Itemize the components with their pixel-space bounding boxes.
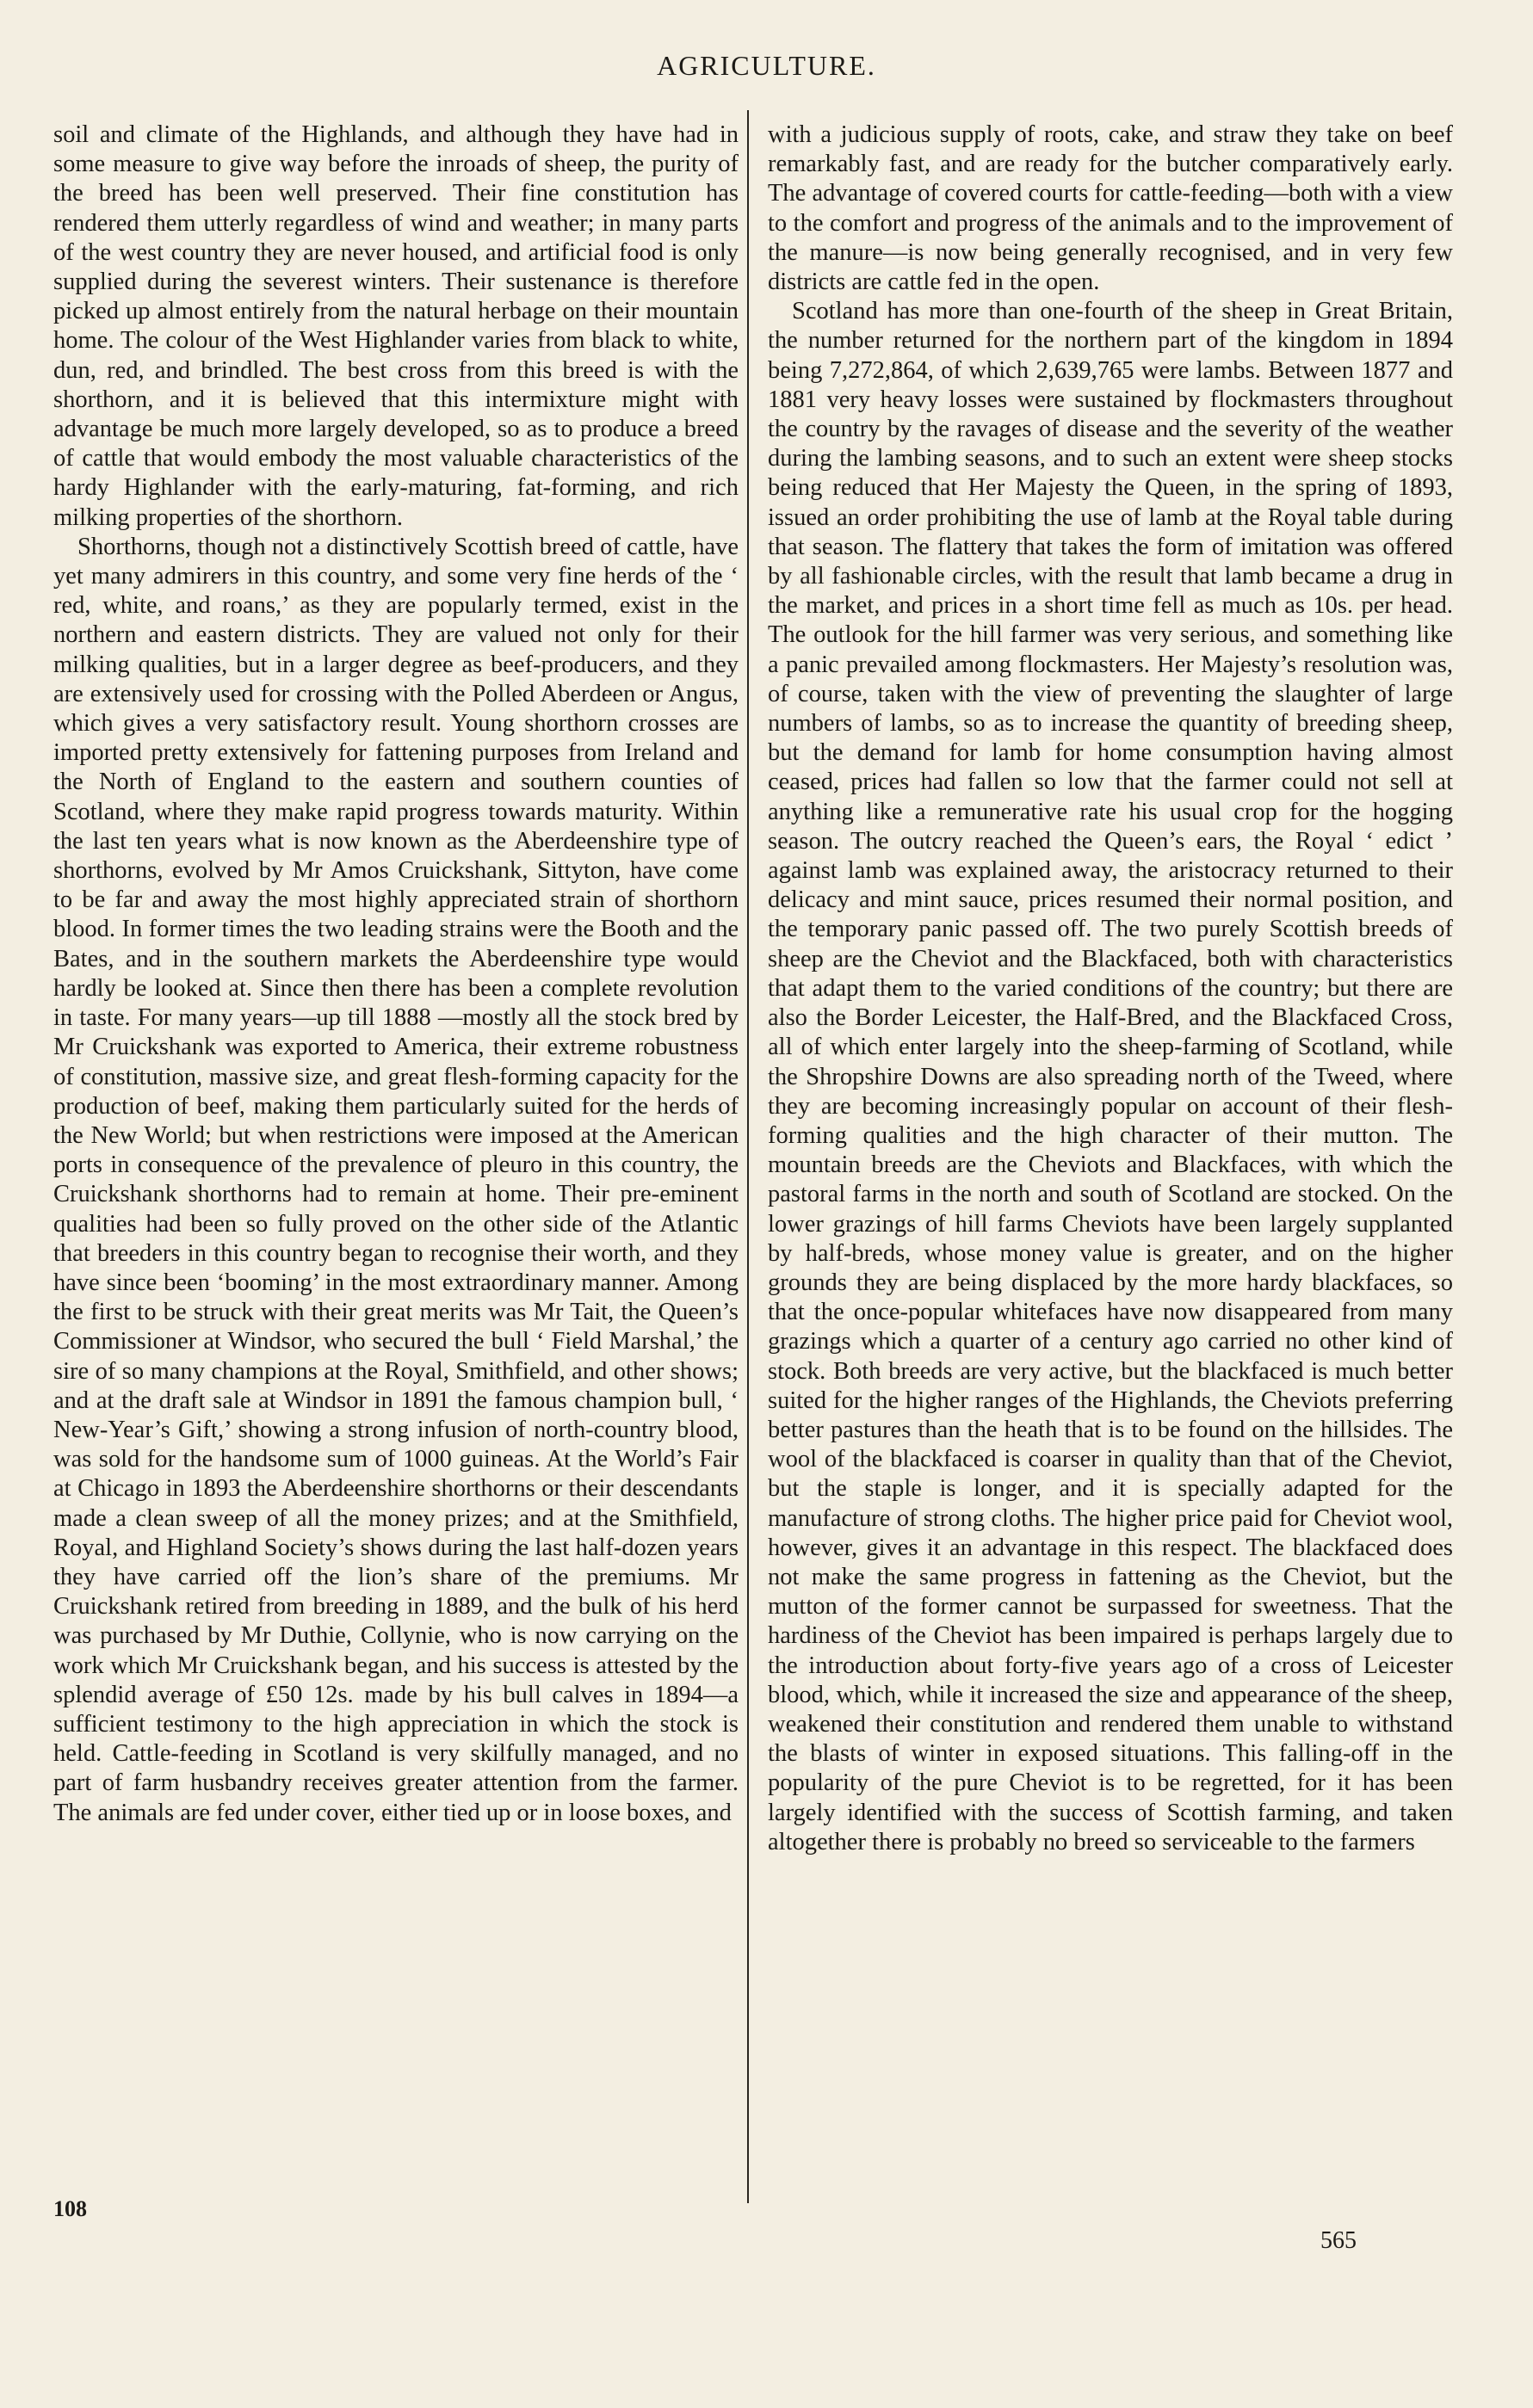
paragraph: soil and climate of the Highlands, and although they have had in some measure to give way before the inroads of sheep, the purity of the breed has been well preserved. Their fine constitution has rendered them utterly regardless of wind and weather; in many parts of the west country they are never housed, and artificial food is only supplied during the severest winters. Their sustenance is therefore picked up almost entirely from the natural herbage on their mountain home. The colour of the West Highlander varies from black to white, dun, red, and brindled. The best cross from this breed is with the shorthorn, and it is believed that this intermixture might with advantage be much more largely developed, so as to produce a breed of cattle that would embody the most valuable characteristics of the hardy Highlander with the early-maturing, fat-forming, and rich milking properties of the shorthorn.	[53, 121, 739, 531]
page-number-left: 108	[53, 2196, 87, 2221]
paragraph: Scotland has more than one-fourth of the sheep in Great Britain, the number returned for the northern part of the kingdom in 1894 being 7,272,864, of which 2,639,765 were lambs. Between 1877 and 1881 very heavy losses were sustained by flockmasters throughout the country by the ravages of disease and the severity of the weather during the lambing seasons, and to such an extent were sheep stocks being reduced that Her Majesty the Queen, in the spring of 1893, issued an order prohibiting the use of lamb at the Royal table during that season. The flattery that takes the form of imitation was offered by all fashionable circles, with the result that lamb became a drug in the market, and prices in a short time fell as much as 10s. per head. The outlook for the hill farmer was very serious, and something like a panic prevailed among flockmasters. Her Majesty’s resolution was, of course, taken with the view of preventing the slaughter of large numbers of lambs, so as to increase the quantity of breeding sheep, but the demand for lamb for home consumption having almost ceased, prices had fallen so low that the farmer could not sell at anything like a remunerative rate his usual crop for the hogging season. The outcry reached the Queen’s ears, the Royal ‘ edict ’ against lamb was explained away, the aristocracy returned to their delicacy and mint sauce, prices resumed their normal position, and the temporary panic passed off. The two purely Scottish breeds of sheep are the Cheviot and the Blackfaced, both with characteristics that adapt them to the varied conditions of the country; but there are also the Border Leicester, the Half-Bred, and the Blackfaced Cross, all of which enter largely into the sheep-farming of Scotland, while the Shropshire Downs are also spreading north of the Tweed, where they are becoming increasingly popular on account of their flesh-forming qualities and the high character of their mutton. The mountain breeds are the Cheviots and Blackfaces, with which the pastoral farms in the north and south of Scotland are stocked. On the lower grazings of hill farms Cheviots have been largely supplanted by half-breds, whose money value is greater, and on the higher grounds they are being displaced by the more hardy blackfaces, so that the once-popular whitefaces have now disappeared from many grazings which a quarter of a century ago carried no other kind of stock. Both breeds are very active, but the blackfaced is much better suited for the higher ranges of the Highlands, the Cheviots preferring better pastures than the heath that is to be found on the hillsides. The wool of the blackfaced is coarser in quality than that of the Cheviot, but the staple is longer, and it is specially adapted for the manufacture of strong cloths. The higher price paid for Cheviot wool, however, gives it an advantage in this respect. The blackfaced does not make the same progress in fattening as the Cheviot, but the mutton of the former cannot be surpassed for sweetness. That the hardiness of the Cheviot has been impaired is perhaps largely due to the introduction about forty-five years ago of a cross of Leicester blood, which, while it increased the size and appearance of the sheep, weakened their constitution and rendered them unable to withstand the blasts of winter in exposed situations. This falling-off in the popularity of the pure Cheviot is to be regretted, for it has been largely identified with the success of Scottish farming, and taken altogether there is probably no breed so serviceable to the farmers	[768, 298, 1453, 1855]
running-head: AGRICULTURE.	[657, 50, 876, 81]
paragraph: with a judicious supply of roots, cake, and straw they take on beef remarkably fast, and are ready for the butcher comparatively early. The advantage of covered courts for cattle-feeding—both with a view to the comfort and progress of the animals and to the improvement of the manure—is now being generally recognised, and in very few districts are cattle fed in the open.	[768, 121, 1453, 296]
right-column	[768, 120, 1453, 1857]
left-column	[53, 120, 739, 1828]
paragraph: Shorthorns, though not a distinctively Scottish breed of cattle, have yet many admirers in this country, and some very fine herds of the ‘ red, white, and roans,’ as they are popularly termed, exist in the northern and eastern districts. They are valued not only for their milking qualities, but in a larger degree as beef-producers, and they are extensively used for crossing with the Polled Aberdeen or Angus, which gives a very satisfactory result. Young shorthorn crosses are imported pretty extensively for fattening purposes from Ireland and the North of England to the eastern and southern counties of Scotland, where they make rapid progress towards maturity. Within the last ten years what is now known as the Aberdeenshire type of shorthorns, evolved by Mr Amos Cruickshank, Sittyton, have come to be far and away the most highly appreciated strain of shorthorn blood. In former times the two leading strains were the Booth and the Bates, and in the southern markets the Aberdeenshire type would hardly be looked at. Since then there has been a complete revolution in taste. For many years—up till 1888 —mostly all the stock bred by Mr Cruickshank was exported to America, their extreme robustness of constitution, massive size, and great flesh-forming capacity for the production of beef, making them particularly suited for the herds of the New World; but when restrictions were imposed at the American ports in consequence of the prevalence of pleuro in this country, the Cruickshank shorthorns had to remain at home. Their pre-eminent qualities had been so fully proved on the other side of the Atlantic that breeders in this country began to recognise their worth, and they have since been ‘booming’ in the most extraordinary manner. Among the first to be struck with their great merits was Mr Tait, the Queen’s Commissioner at Windsor, who secured the bull ‘ Field Marshal,’ the sire of so many champions at the Royal, Smithfield, and other shows; and at the draft sale at Windsor in 1891 the famous champion bull, ‘ New-Year’s Gift,’ showing a strong infusion of north-country blood, was sold for the handsome sum of 1000 guineas. At the World’s Fair at Chicago in 1893 the Aberdeenshire shorthorns or their descendants made a clean sweep of all the money prizes; and at the Smithfield, Royal, and Highland Society’s shows during the last half-dozen years they have carried off the lion’s share of the premiums. Mr Cruickshank retired from breeding in 1889, and the bulk of his herd was purchased by Mr Duthie, Collynie, who is now carrying on the work which Mr Cruickshank began, and his success is attested by the splendid average of £50 12s. made by his bull calves in 1894—a sufficient testimony to the high appreciation in which the stock is held. Cattle-feeding in Scotland is very skilfully managed, and no part of farm husbandry receives greater attention from the farmer. The animals are fed under cover, either tied up or in loose boxes, and	[53, 533, 739, 1826]
page-number-right: 565	[1320, 2227, 1357, 2254]
column-divider	[747, 110, 749, 2203]
